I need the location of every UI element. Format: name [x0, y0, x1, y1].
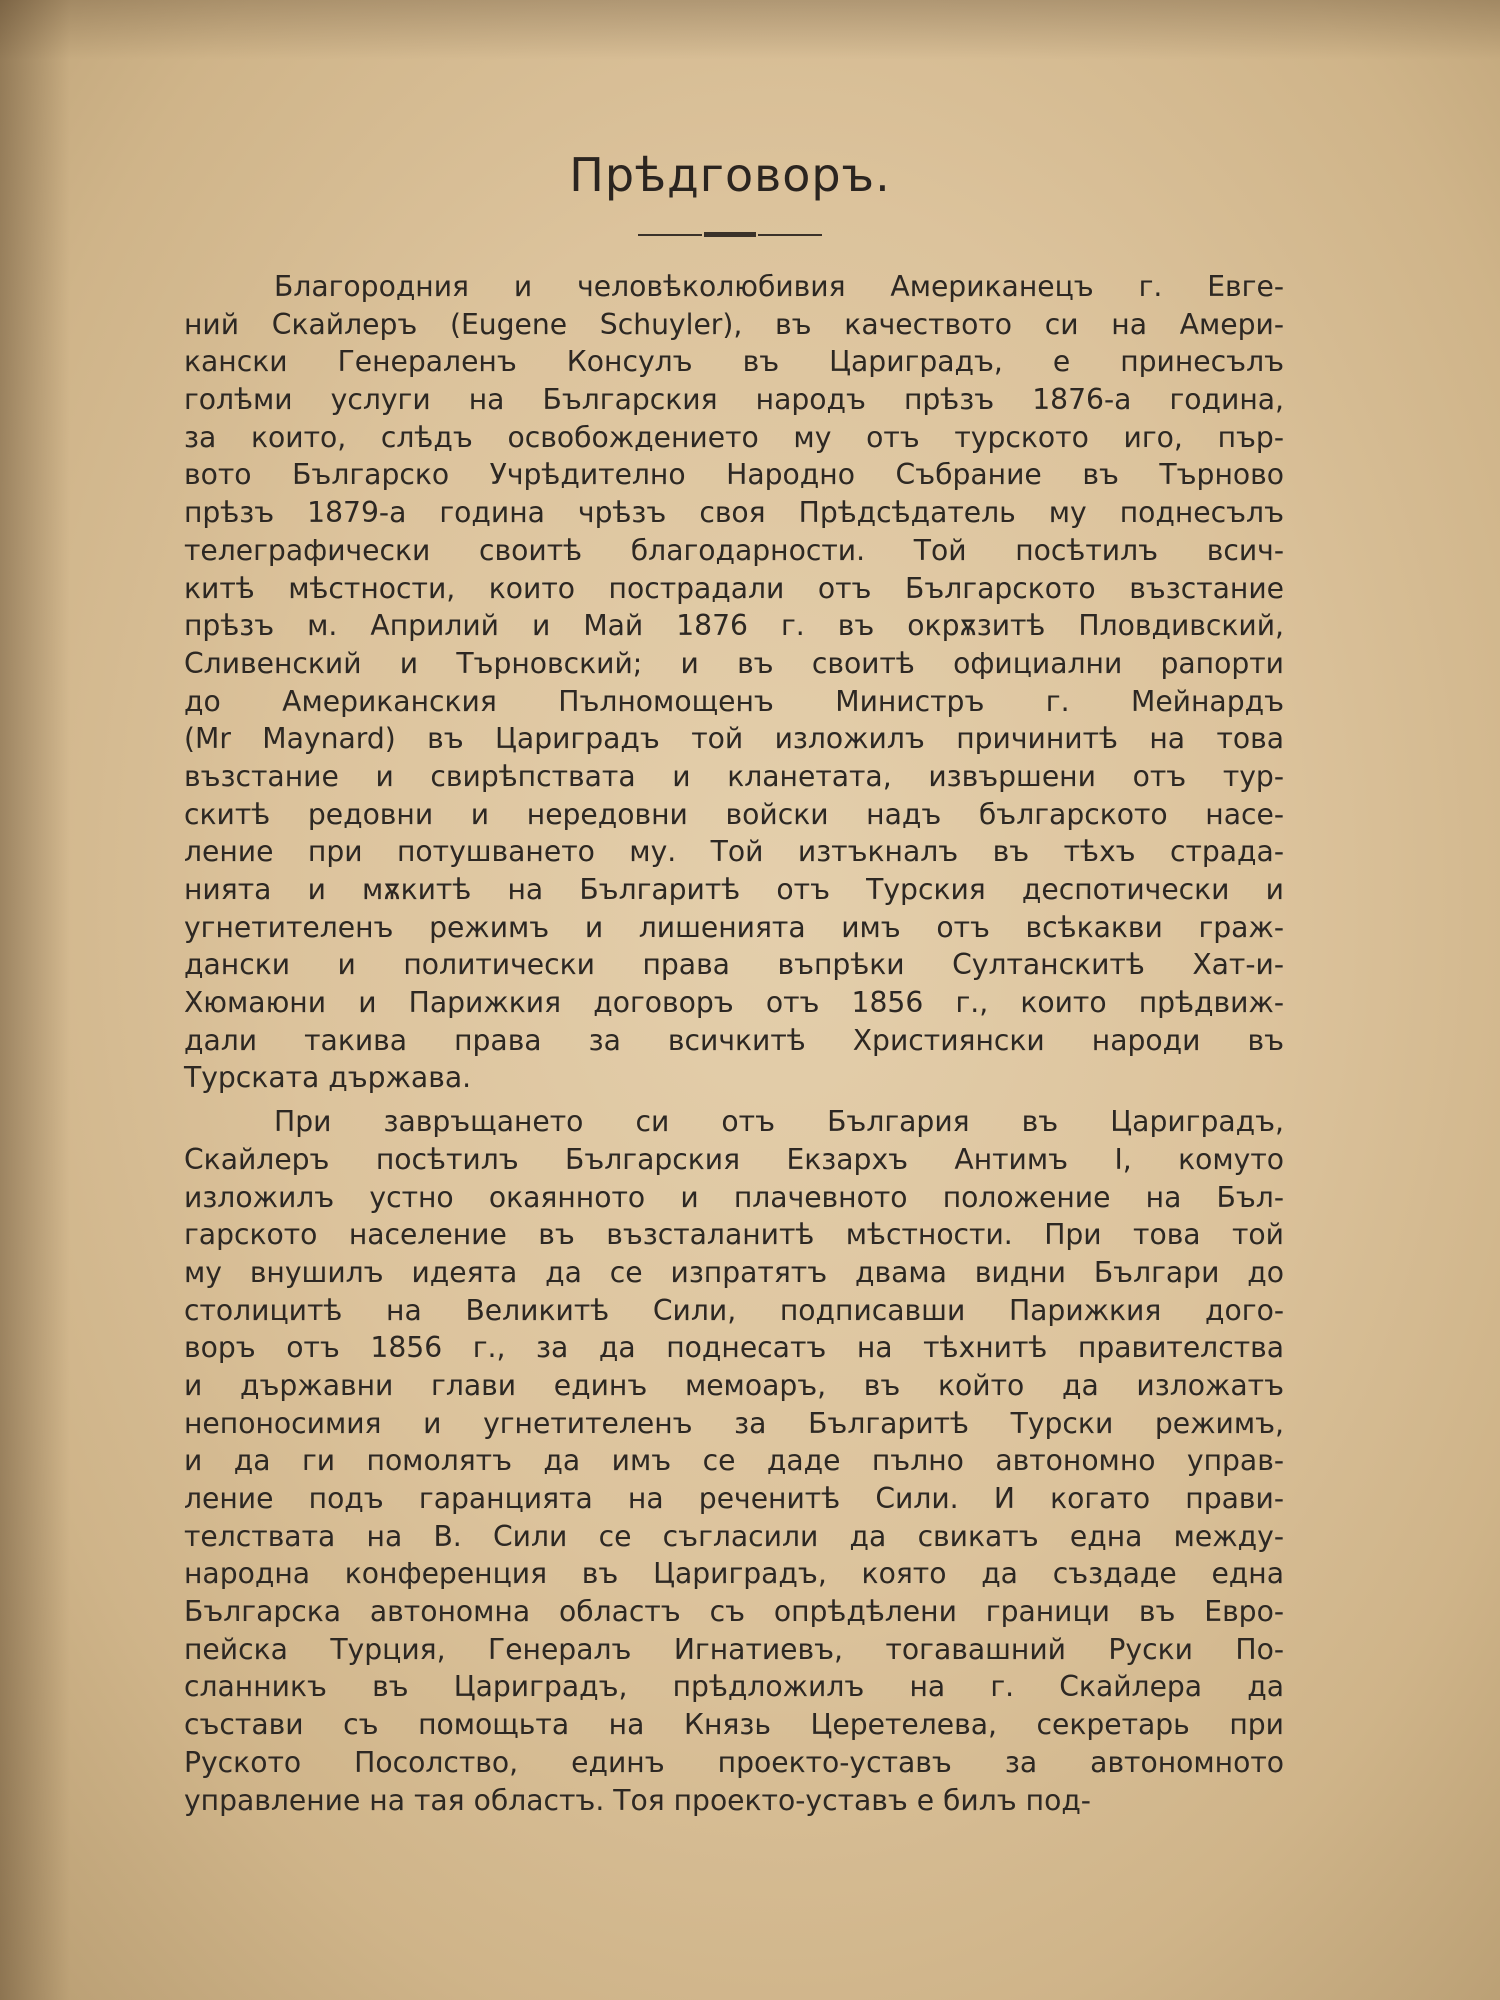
text-line: прѣзъ 1879-а година чрѣзъ своя Прѣдсѣдатель му поднесълъ [184, 496, 1284, 530]
text-line: му внушилъ идеята да се изпратятъ двама видни Българи до [184, 1255, 1284, 1289]
text-line: воръ отъ 1856 г., за да поднесатъ на тѣхнитѣ правителства [184, 1331, 1284, 1365]
text-line: кански Генераленъ Консулъ въ Цариградъ, е принесълъ [184, 345, 1284, 379]
page-top-shadow [0, 0, 1500, 60]
text-line: Благородния и человѣколюбивия Американецъ г. Евге- [274, 270, 1284, 303]
text-line: телеграфически своитѣ благодарности. Той посѣтилъ всич- [184, 533, 1284, 567]
text-line: Хюмаюни и Парижкия договоръ отъ 1856 г., които прѣдвиж- [184, 986, 1284, 1020]
text-line: Сливенский и Търновский; и въ своитѣ официални рапорти [184, 646, 1284, 680]
body-text [184, 268, 1284, 1819]
page-gutter-shadow [0, 0, 70, 2000]
text-line: пейска Турция, Генералъ Игнатиевъ, тогавашний Руски По- [184, 1632, 1284, 1666]
paragraph [184, 268, 1284, 1097]
text-line: народна конференция въ Цариградъ, която да създаде една [184, 1557, 1284, 1591]
text-line: гарското население въ възсталанитѣ мѣстности. При това той [184, 1218, 1284, 1252]
text-line: непоносимия и угнетителенъ за Българитѣ Турски режимъ, [184, 1406, 1284, 1440]
text-line: и държавни глави единъ мемоаръ, въ който да изложатъ [184, 1368, 1284, 1402]
text-line: угнетителенъ режимъ и лишенията имъ отъ всѣкакви граж- [184, 910, 1284, 944]
text-line: и да ги помолятъ да имъ се даде пълно автономно управ- [184, 1444, 1284, 1478]
text-line: нията и мѫкитѣ на Българитѣ отъ Турския деспотически и [184, 873, 1284, 906]
text-line: ний Скайлеръ (Eugene Schuyler), въ качеството си на Амери- [184, 307, 1284, 341]
text-line: скитѣ редовни и нередовни войски надъ българското насе- [184, 797, 1284, 831]
text-line: възстание и свирѣпствата и кланетата, извършени отъ тур- [184, 759, 1284, 793]
text-line: китѣ мѣстности, които пострадали отъ Българското възстание [184, 571, 1284, 605]
text-line: ление при потушването му. Той изтъкналъ въ тѣхъ страда- [184, 835, 1284, 869]
text-line: Скайлеръ посѣтилъ Българския Екзархъ Антимъ I, комуто [184, 1142, 1284, 1176]
paragraph [184, 1103, 1284, 1819]
page-title: Прѣдговоръ. [569, 148, 891, 202]
text-line: При завръщането си отъ България въ Цариградъ, [274, 1105, 1284, 1139]
text-line: (Mr Maynard) въ Цариградъ той изложилъ причинитѣ на това [184, 722, 1284, 756]
text-line: телствата на В. Сили се съгласили да свикатъ една между- [184, 1519, 1284, 1553]
text-line: управление на тая областъ. Тоя проекто-уставъ е билъ под- [184, 1783, 1091, 1817]
text-line: Българска автономна областъ съ опрѣдѣлени граници въ Евро- [184, 1595, 1284, 1629]
text-line: вото Българско Учрѣдително Народно Събрание въ Търново [184, 458, 1284, 492]
text-line: до Американския Пълномощенъ Министръ г. Мейнардъ [184, 684, 1284, 718]
text-line: изложилъ устно окаянното и плачевното положение на Бъл- [184, 1180, 1284, 1214]
text-line: състави съ помощьта на Князь Церетелева, секретарь при [184, 1708, 1284, 1742]
text-line: прѣзъ м. Априлий и Май 1876 г. въ окрѫзитѣ Пловдивский, [184, 609, 1284, 643]
text-line: столицитѣ на Великитѣ Сили, подписавши Парижкия дого- [184, 1293, 1284, 1327]
text-line: Турската държава. [184, 1061, 472, 1095]
text-line: ление подъ гаранцията на реченитѣ Сили. И когато прави- [184, 1482, 1284, 1515]
text-line: голѣми услуги на Българския народъ прѣзъ 1876-а година, [184, 383, 1284, 417]
text-line: сланникъ въ Цариградъ, прѣдложилъ на г. Скайлера да [184, 1670, 1284, 1704]
text-line: Руското Посолство, единъ проекто-уставъ за автономното [184, 1745, 1284, 1779]
text-line: дали такива права за всичкитѣ Християнски народи въ [184, 1023, 1284, 1057]
text-line: за които, слѣдъ освобождението му отъ турското иго, пър- [184, 420, 1284, 454]
text-line: дански и политически права въпрѣки Султанскитѣ Хат-и- [184, 948, 1284, 982]
title-ornament [638, 230, 822, 240]
